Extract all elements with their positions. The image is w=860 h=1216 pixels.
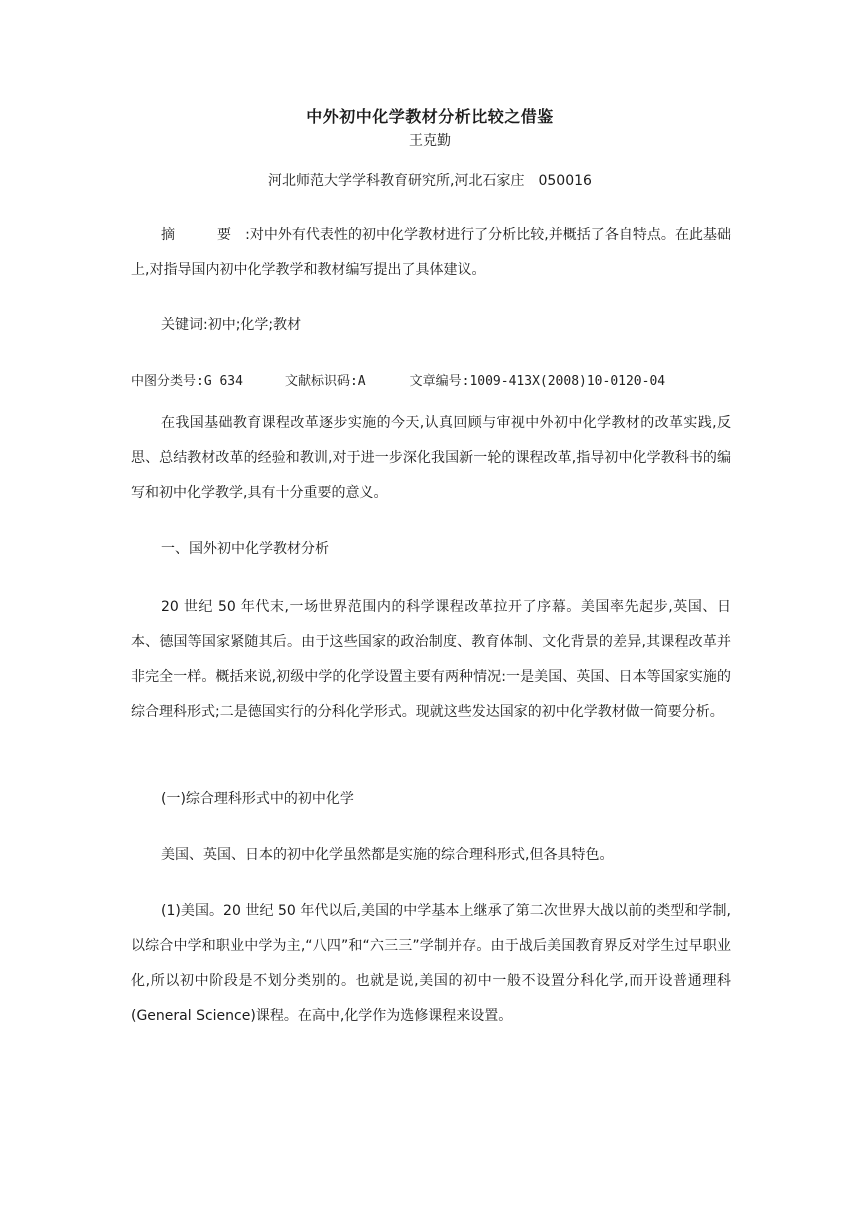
section1-paragraph: 20 世纪 50 年代末,一场世界范围内的科学课程改革拉开了序幕。美国率先起步,英国、日本、德国等国家紧随其后。由于这些国家的政治制度、教育体制、文化背景的差异,其课程改革并非完全一样。概括来说,初级中学的化学设置主要有两种情况:一是美国、英国、日本等国家实施的综合理科形式;二是德国实行的分科化学形式。现就这些发达国家的初中化学教材做一简要分析。 [131, 599, 731, 720]
classification-line [131, 370, 751, 394]
document-code: 文献标识码:A [284, 374, 366, 389]
author-name: 王克勤 [409, 133, 451, 149]
abstract-text: :对中外有代表性的初中化学教材进行了分析比较,并概括了各自特点。在此基础上,对指导国内初中化学教学和教材编写提出了具体建议。 [131, 227, 732, 278]
intro-paragraph: 在我国基础教育课程改革逐步实施的今天,认真回顾与审视中外初中化学教材的改革实践,反思、总结教材改革的经验和教训,对于进一步深化我国新一轮的课程改革,指导初中化学教科书的编写和初中化学教学,具有十分重要的意义。 [131, 415, 731, 501]
author-affiliation: 河北师范大学学科教育研究所,河北石家庄 050016 [268, 173, 592, 189]
keywords-line: 关键词:初中;化学;教材 [161, 317, 302, 333]
section-heading: 一、国外初中化学教材分析 [161, 541, 329, 557]
abstract-label: 摘 要 [161, 227, 246, 243]
subsection-heading: (一)综合理科形式中的初中化学 [161, 791, 354, 807]
clc-number: 中图分类号:G 634 [131, 374, 243, 389]
article-number: 文章编号:1009-413X(2008)10-0120-04 [409, 374, 666, 389]
abstract-paragraph [131, 218, 731, 288]
subsection-paragraph: 美国、英国、日本的初中化学虽然都是实施的综合理科形式,但各具特色。 [161, 847, 614, 863]
usa-paragraph: (1)美国。20 世纪 50 年代以后,美国的中学基本上继承了第二次世界大战以前的类型和学制,以综合中学和职业中学为主,“八四”和“六三三”学制并存。由于战后美国教育界反对学生过早职业化,所以初中阶段是不划分类别的。也就是说,美国的初中一般不设置分科化学,而开设普通理科(General Science)课程。在高中,化学作为选修课程来设置。 [131, 903, 731, 1024]
paper-title: 中外初中化学教材分析比较之借鉴 [306, 107, 554, 126]
